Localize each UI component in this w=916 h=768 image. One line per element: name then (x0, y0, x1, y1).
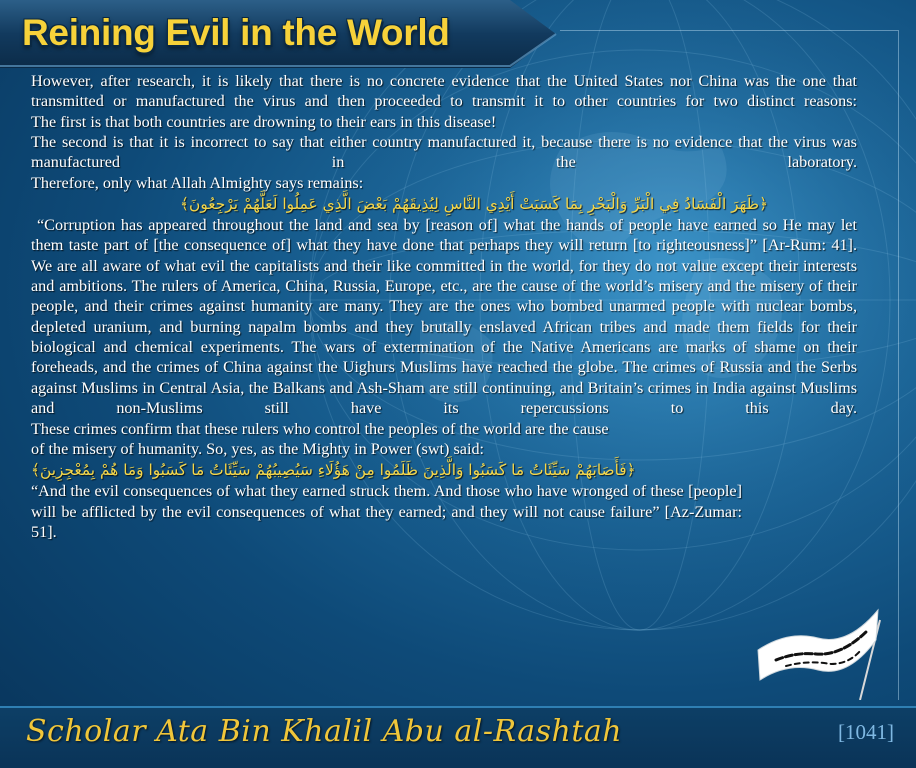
quran-verse-ar-rum-translation: “Corruption has appeared throughout the land and sea by [reason of] what the hands of people have earned so He may let them taste part of [the consequence of] what they have done that perhaps they will return [to righteousness]” [Ar-Rum: 41]. (31, 216, 857, 255)
page-title: Reining Evil in the World (22, 12, 450, 53)
paragraph-intro: However, after research, it is likely that there is no concrete evidence that the United States nor China was the one that transmitted or manufactured the virus and then proceeded to transmit it to other countries for two distinct reasons: (31, 72, 857, 111)
issue-number: [1041] (838, 720, 894, 744)
quran-verse-az-zumar-translation: “And the evil consequences of what they earned struck them. And those who have wronged of these [people] will be afflicted by the evil consequences of what they earned; and they will not cause failure” [Az-Zumar: 51]. (31, 482, 742, 541)
flag-icon (748, 600, 888, 700)
paragraph-second-reason: The second is that it is incorrect to say that either country manufactured it, because there is no evidence that the virus was manufactured in the laboratory. (31, 133, 857, 172)
paragraph-therefore: Therefore, only what Allah Almighty says remains: (31, 173, 364, 192)
frame-line-right (898, 30, 899, 700)
paragraph-conclusion-line1: These crimes confirm that these rulers who control the peoples of the world are the cause (31, 419, 609, 438)
quran-verse-ar-rum-arabic: ﴿ظَهَرَ الْفَسَادُ فِي الْبَرِّ وَالْبَحْرِ بِمَا كَسَبَتْ أَيْدِي النَّاسِ لِيُذِيقَهُمْ بَعْضَ الَّذِي عَمِلُوا لَعَلَّهُمْ يَرْجِعُونَ﴾ (180, 195, 768, 214)
frame-line-top (560, 30, 898, 31)
article-body (31, 71, 857, 542)
paragraph-conclusion-line2: of the misery of humanity. So, yes, as the Mighty in Power (swt) said: (31, 439, 485, 458)
paragraph-crimes: We are all aware of what evil the capitalists and their like committed in the world, for they do not value except their interests and ambitions. The rulers of America, China, Russia, Europe, etc., are the cause of the world’s misery and the misery of their people, and their crimes against humanity are many. They are the ones who bombed unarmed people with nuclear bombs, depleted uranium, and burning napalm bombs and they brutally enslaved African tribes and made them fields for their biological and chemical experiments. The wars of extermination of the Native Americans are marks of shame on their foreheads, and the crimes of China against the Uighurs Muslims have reached the globe. The crimes of Russia and the Serbs against Muslims in Central Asia, the Balkans and Ash-Sham are still continuing, and Britain’s crimes in India against Muslims and non-Muslims still have its repercussions to this day. (31, 256, 857, 418)
footer-bar (0, 706, 916, 768)
quran-verse-az-zumar-arabic: ﴿فَأَصَابَهُمْ سَيِّئَاتُ مَا كَسَبُوا وَالَّذِينَ ظَلَمُوا مِنْ هَؤُلَاءِ سَيُصِيبُهُمْ سَيِّئَاتُ مَا كَسَبُوا وَمَا هُمْ بِمُعْجِزِينَ﴾ (31, 461, 636, 480)
author-signature: Scholar Ata Bin Khalil Abu al-Rashtah (26, 714, 623, 749)
paragraph-first-reason: The first is that both countries are drowning to their ears in this disease! (31, 112, 497, 131)
